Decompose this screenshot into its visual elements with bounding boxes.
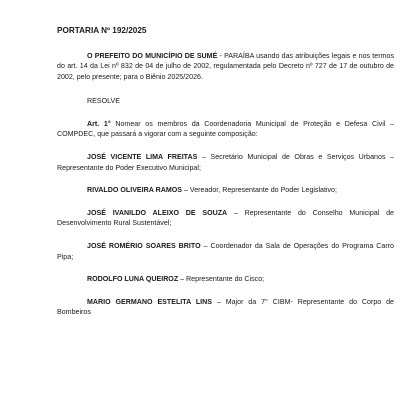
member-name: MARIO GERMANO ESTELITA LINS <box>87 298 212 307</box>
member-paragraph <box>57 241 394 262</box>
member-paragraph <box>57 274 394 284</box>
resolve-heading: RESOLVE <box>87 96 120 105</box>
member-paragraph <box>57 208 394 229</box>
member-role: – Major da 7° CIBM- Representante do Corpo de Bombeiros <box>57 298 394 317</box>
intro-authority: O PREFEITO DO MUNICÍPIO DE SUMÉ <box>87 52 218 60</box>
member-role: – Representante do Cisco; <box>178 275 265 284</box>
member-name: RODOLFO LUNA QUEIROZ <box>87 275 179 284</box>
member-paragraph <box>57 185 394 195</box>
member-role: – Coordenador da Sala de Operações do Programa Carro Pipa; <box>57 242 394 261</box>
member-role: – Vereador, Representante do Poder Legislativo; <box>181 186 337 195</box>
document-title: PORTARIA Nº 192/2025 <box>57 26 147 35</box>
member-name: JOSÉ IVANILDO ALEIXO DE SOUZA <box>87 209 228 218</box>
intro-paragraph <box>57 51 394 82</box>
intro-text: - PARAÍBA usando das atribuições legais e nos termos do art. 14 da Lei nº 832 de 04 de julho de 2002, regulamentada pelo Decreto nº 727 de 17 de outubro de 2002, pelo presente; para o Biênio 2025/2026. <box>57 52 394 81</box>
article-text: Nomear os membros da Coordenadoria Municipal de Proteção e Defesa Civil – COMPDEC, que passará a vigorar com a seguinte composição: <box>57 120 394 139</box>
article-1-paragraph <box>57 119 394 140</box>
member-role: – Representante do Conselho Municipal de Desenvolvimento Rural Sustentável; <box>57 209 394 228</box>
member-role: – Secretário Municipal de Obras e Serviços Urbanos – Representante do Poder Executivo Municipal; <box>57 153 395 172</box>
member-name: RIVALDO OLIVEIRA RAMOS <box>87 186 182 195</box>
member-paragraph <box>57 297 394 318</box>
member-paragraph <box>57 152 394 173</box>
member-name: JOSÉ VICENTE LIMA FREITAS <box>87 153 198 162</box>
member-name: JOSÉ ROMÉRIO SOARES BRITO <box>87 242 201 251</box>
article-number: Art. 1° <box>87 120 111 129</box>
